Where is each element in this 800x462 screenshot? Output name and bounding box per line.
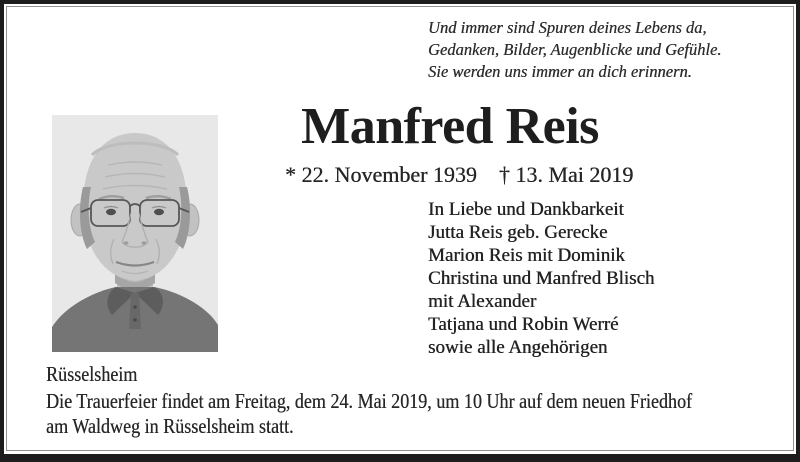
memorial-verse (428, 17, 721, 83)
mourner-line: Marion Reis mit Dominik (428, 245, 625, 266)
death-date: † 13. Mai 2019 (498, 162, 634, 188)
mourner-line: Jutta Reis geb. Gerecke (428, 222, 608, 243)
mourner-line: sowie alle Angehörigen (428, 337, 608, 358)
mourner-line: mit Alexander (428, 291, 537, 312)
mourners-intro: In Liebe und Dankbarkeit (428, 199, 624, 220)
city-label: Rüsselsheim (46, 362, 138, 386)
funeral-info (46, 389, 797, 439)
portrait-photo (52, 115, 218, 352)
deceased-name: Manfred Reis (301, 98, 599, 155)
funeral-info-line: Die Trauerfeier findet am Freitag, dem 24. Mai 2019, um 10 Uhr auf dem neuen Friedhof (46, 389, 692, 413)
verse-line: Sie werden uns immer an dich erinnern. (428, 62, 692, 81)
birth-date: * 22. November 1939 (285, 162, 477, 188)
verse-line: Und immer sind Spuren deines Lebens da, (428, 18, 707, 37)
deceased-header (285, 98, 634, 188)
mourners-list (428, 198, 654, 359)
mourner-line: Tatjana und Robin Werré (428, 314, 619, 335)
verse-line: Gedanken, Bilder, Augenblicke und Gefühle. (428, 40, 722, 59)
mourner-line: Christina und Manfred Blisch (428, 268, 655, 289)
life-dates (285, 162, 634, 188)
photo-face (83, 133, 187, 281)
funeral-info-line: am Waldweg in Rüsselsheim statt. (46, 414, 294, 438)
